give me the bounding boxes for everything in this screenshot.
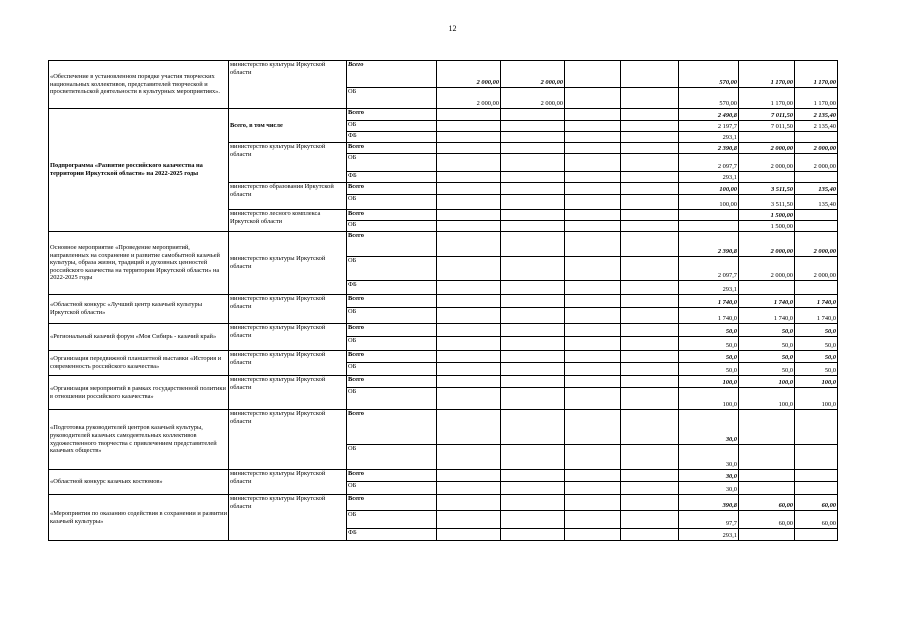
empty-cell [621,529,679,541]
value-cell [739,172,795,183]
page-number: 12 [448,24,457,33]
empty-cell [621,109,679,121]
task-cell: «Областной конкурс казачьих костюмов» [49,470,229,495]
value-cell: 100,00 [679,195,739,210]
value-cell: 50,0 [795,351,838,363]
value-cell [739,132,795,143]
funding-source-cell: Всего [347,232,437,257]
funding-source-cell: Всего [347,295,437,308]
value-cell [795,281,838,295]
value-cell [437,324,501,337]
task-cell: «Региональный казачий форум «Моя Сибирь - казачий край» [49,324,229,351]
value-cell [437,257,501,281]
value-cell: 50,0 [739,324,795,337]
value-cell [501,308,565,324]
value-cell [565,324,621,337]
value-cell [501,232,565,257]
value-cell [437,281,501,295]
value-cell: 2 000,00 [437,61,501,88]
value-cell [565,308,621,324]
empty-cell [621,143,679,154]
value-cell: 100,0 [739,388,795,410]
value-cell [501,221,565,232]
funding-source-cell: ОБ [347,257,437,281]
funding-source-cell: Всего [347,470,437,482]
value-cell: 1 500,00 [739,210,795,221]
value-cell: 60,00 [739,511,795,529]
empty-cell [621,154,679,172]
value-cell [437,121,501,132]
value-cell: 1 170,00 [795,88,838,109]
value-cell [437,172,501,183]
empty-cell [621,257,679,281]
executor-cell: министерство образования Иркутской области [229,183,347,210]
value-cell: 60,00 [795,511,838,529]
table-row [49,61,838,88]
executor-cell: министерство культуры Иркутской области [229,376,347,410]
empty-cell [621,281,679,295]
empty-cell [621,295,679,308]
value-cell: 30,0 [679,482,739,495]
value-cell: 30,0 [679,470,739,482]
executor-cell: министерство культуры Иркутской области [229,351,347,376]
value-cell: 2 097,7 [679,154,739,172]
executor-cell: министерство культуры Иркутской области [229,410,347,470]
table-row [49,495,838,511]
value-cell [795,132,838,143]
empty-cell [621,132,679,143]
funding-source-cell: Всего [347,210,437,221]
task-cell: Основное мероприятие «Проведение мероприятий, направленных на сохранение и развитие самобытной казачьей культуры, образа жизни, традиций и духовных ценностей российского казачества на территории Иркутской области» на 2022-2025 годы [49,232,229,295]
value-cell: 100,00 [679,183,739,195]
empty-cell [621,232,679,257]
value-cell: 50,0 [795,324,838,337]
value-cell [501,470,565,482]
funding-source-cell: ОБ [347,154,437,172]
value-cell [437,482,501,495]
value-cell [565,183,621,195]
value-cell [565,363,621,376]
table-row [49,351,838,363]
value-cell [795,529,838,541]
value-cell [437,221,501,232]
value-cell: 1 740,0 [795,295,838,308]
value-cell: 50,0 [795,337,838,351]
value-cell: 293,1 [679,529,739,541]
executor-cell: министерство культуры Иркутской области [229,495,347,541]
value-cell [795,482,838,495]
empty-cell [621,121,679,132]
funding-source-cell: ОБ [347,195,437,210]
value-cell: 1 170,00 [739,61,795,88]
funding-source-cell: ФБ [347,132,437,143]
value-cell: 30,0 [679,445,739,470]
value-cell: 7 011,50 [739,109,795,121]
value-cell: 2 000,00 [795,232,838,257]
value-cell [501,324,565,337]
value-cell [501,143,565,154]
table-row [49,232,838,257]
empty-cell [621,376,679,388]
value-cell [565,143,621,154]
value-cell [565,410,621,445]
funding-source-cell: Всего [347,109,437,121]
value-cell: 2 000,00 [739,232,795,257]
table-row [49,376,838,388]
value-cell [501,195,565,210]
executor-cell: министерство лесного комплекса Иркутской области [229,210,347,232]
value-cell [501,529,565,541]
value-cell: 2 000,00 [795,257,838,281]
value-cell: 60,00 [739,495,795,511]
value-cell [565,172,621,183]
empty-cell [621,470,679,482]
executor-cell: министерство культуры Иркутской области [229,143,347,183]
value-cell [437,109,501,121]
value-cell [437,410,501,445]
funding-source-cell: Всего [347,410,437,445]
table-row [49,410,838,445]
funding-source-cell: ОБ [347,337,437,351]
empty-cell [621,88,679,109]
value-cell [565,195,621,210]
value-cell [739,529,795,541]
value-cell [501,410,565,445]
empty-cell [621,388,679,410]
value-cell [437,132,501,143]
value-cell: 1 500,00 [739,221,795,232]
funding-source-cell: ОБ [347,121,437,132]
value-cell: 50,0 [795,363,838,376]
value-cell [565,388,621,410]
value-cell: 2 135,40 [795,121,838,132]
funding-source-cell: ОБ [347,388,437,410]
executor-cell: Всего, в том числе [229,109,347,143]
budget-table [48,60,838,541]
value-cell [565,376,621,388]
value-cell: 570,00 [679,88,739,109]
value-cell [739,281,795,295]
empty-cell [621,495,679,511]
funding-source-cell: ОБ [347,308,437,324]
value-cell: 2 135,40 [795,109,838,121]
value-cell [501,154,565,172]
value-cell [565,470,621,482]
table-row [49,109,838,121]
value-cell [565,281,621,295]
value-cell: 135,40 [795,195,838,210]
value-cell: 1 170,00 [739,88,795,109]
value-cell [437,529,501,541]
value-cell: 135,40 [795,183,838,195]
funding-source-cell: Всего [347,495,437,511]
value-cell [437,376,501,388]
value-cell [501,388,565,410]
value-cell: 293,1 [679,281,739,295]
value-cell: 1 740,0 [739,295,795,308]
empty-cell [621,351,679,363]
value-cell [795,445,838,470]
value-cell [795,210,838,221]
value-cell [501,445,565,470]
value-cell [437,195,501,210]
value-cell [501,257,565,281]
value-cell: 1 740,0 [795,308,838,324]
executor-cell: министерство культуры Иркутской области [229,470,347,495]
table-row [49,470,838,482]
value-cell: 3 511,50 [739,195,795,210]
value-cell [739,470,795,482]
empty-cell [621,221,679,232]
value-cell: 100,0 [795,388,838,410]
funding-source-cell: ФБ [347,281,437,295]
empty-cell [621,324,679,337]
value-cell: 50,0 [739,337,795,351]
value-cell [565,210,621,221]
empty-cell [621,183,679,195]
value-cell [565,232,621,257]
value-cell: 3 511,50 [739,183,795,195]
funding-source-cell: ФБ [347,172,437,183]
value-cell: 100,0 [795,376,838,388]
value-cell: 30,0 [679,410,739,445]
value-cell [437,351,501,363]
value-cell [565,257,621,281]
value-cell: 390,8 [679,495,739,511]
value-cell: 2 000,00 [795,154,838,172]
executor-cell: министерство культуры Иркутской области [229,295,347,324]
value-cell [795,410,838,445]
task-cell: «Областной конкурс «Лучший центр казачьей культуры Иркутской области» [49,295,229,324]
value-cell: 7 011,50 [739,121,795,132]
executor-cell: министерство культуры Иркутской области [229,232,347,295]
value-cell: 293,1 [679,132,739,143]
empty-cell [621,482,679,495]
value-cell [565,121,621,132]
value-cell [565,132,621,143]
value-cell [437,511,501,529]
value-cell [565,511,621,529]
value-cell [739,410,795,445]
executor-cell: министерство культуры Иркутской области [229,61,347,109]
value-cell: 50,0 [739,351,795,363]
value-cell [437,388,501,410]
value-cell [437,308,501,324]
value-cell: 50,0 [679,363,739,376]
value-cell [501,172,565,183]
value-cell: 50,0 [679,351,739,363]
funding-source-cell: ОБ [347,511,437,529]
value-cell: 570,00 [679,61,739,88]
value-cell: 100,0 [739,376,795,388]
value-cell [501,495,565,511]
value-cell [501,337,565,351]
value-cell [437,143,501,154]
value-cell [437,210,501,221]
value-cell: 2 000,00 [795,143,838,154]
value-cell [501,376,565,388]
empty-cell [621,308,679,324]
funding-source-cell: ОБ [347,221,437,232]
value-cell: 2 097,7 [679,257,739,281]
value-cell [437,295,501,308]
value-cell [565,495,621,511]
task-cell: «Подготовка руководителей центров казачьей культуры, руководителей казачьих самодеятельных коллективов художественного творчества с привлечением представителей казачьих обществ» [49,410,229,470]
value-cell [501,482,565,495]
value-cell [501,511,565,529]
empty-cell [621,195,679,210]
value-cell [437,232,501,257]
value-cell: 100,0 [679,388,739,410]
value-cell [565,482,621,495]
value-cell: 2 000,00 [739,257,795,281]
value-cell [501,295,565,308]
value-cell: 2 000,00 [739,154,795,172]
table-row [49,324,838,337]
value-cell: 97,7 [679,511,739,529]
value-cell: 1 740,0 [739,308,795,324]
value-cell [795,470,838,482]
task-cell: «Организация мероприятий в рамках государственной политики в отношении российского казачества» [49,376,229,410]
task-cell: «Организация передвижной планшетной выставки «История и современность российского казачества» [49,351,229,376]
funding-source-cell: ОБ [347,445,437,470]
value-cell: 2 000,00 [501,88,565,109]
funding-source-cell: Всего [347,143,437,154]
value-cell [501,121,565,132]
value-cell [437,495,501,511]
value-cell: 2 000,00 [437,88,501,109]
empty-cell [621,410,679,445]
value-cell [501,210,565,221]
value-cell [501,109,565,121]
funding-source-cell: ОБ [347,482,437,495]
task-cell: «Обеспечение в установленном порядке участия творческих национальных коллективов, представителей творческой и просветительской деятельности в культурных мероприятиях». [49,61,229,109]
value-cell: 2 490,8 [679,109,739,121]
value-cell [739,482,795,495]
value-cell [565,445,621,470]
value-cell [501,132,565,143]
value-cell [565,337,621,351]
value-cell [437,445,501,470]
value-cell: 1 740,0 [679,295,739,308]
empty-cell [621,210,679,221]
task-cell: «Мероприятия по оказанию содействия в сохранении и развитии казачьей культуры» [49,495,229,541]
value-cell [739,445,795,470]
value-cell: 2 390,8 [679,232,739,257]
funding-source-cell: ФБ [347,529,437,541]
funding-source-cell: Всего [347,61,437,88]
value-cell: 60,00 [795,495,838,511]
funding-source-cell: Всего [347,324,437,337]
funding-source-cell: ОБ [347,88,437,109]
empty-cell [621,511,679,529]
funding-source-cell: Всего [347,183,437,195]
value-cell: 50,0 [739,363,795,376]
funding-source-cell: Всего [347,376,437,388]
value-cell [437,183,501,195]
executor-cell: министерство культуры Иркутской области [229,324,347,351]
value-cell: 1 170,00 [795,61,838,88]
value-cell [679,221,739,232]
value-cell: 100,0 [679,376,739,388]
value-cell [565,351,621,363]
value-cell [437,337,501,351]
value-cell [679,210,739,221]
value-cell: 1 740,0 [679,308,739,324]
value-cell: 2 000,00 [739,143,795,154]
value-cell [501,351,565,363]
funding-source-cell: ОБ [347,363,437,376]
value-cell [501,363,565,376]
empty-cell [621,172,679,183]
empty-cell [621,61,679,88]
value-cell [565,154,621,172]
value-cell [795,221,838,232]
value-cell: 2 390,8 [679,143,739,154]
task-cell: Подпрограмма «Развитие российского казачества на территории Иркутской области» на 2022-2025 годы [49,109,229,232]
value-cell [565,88,621,109]
value-cell: 2 197,7 [679,121,739,132]
value-cell [565,295,621,308]
value-cell [501,281,565,295]
value-cell: 293,1 [679,172,739,183]
empty-cell [621,445,679,470]
value-cell [565,221,621,232]
value-cell [565,109,621,121]
empty-cell [621,363,679,376]
value-cell [501,183,565,195]
value-cell [795,172,838,183]
value-cell: 50,0 [679,337,739,351]
empty-cell [621,337,679,351]
value-cell [437,470,501,482]
value-cell [565,61,621,88]
funding-source-cell: Всего [347,351,437,363]
value-cell: 50,0 [679,324,739,337]
value-cell [565,529,621,541]
value-cell [437,363,501,376]
value-cell [437,154,501,172]
table-row [49,295,838,308]
value-cell: 2 000,00 [501,61,565,88]
